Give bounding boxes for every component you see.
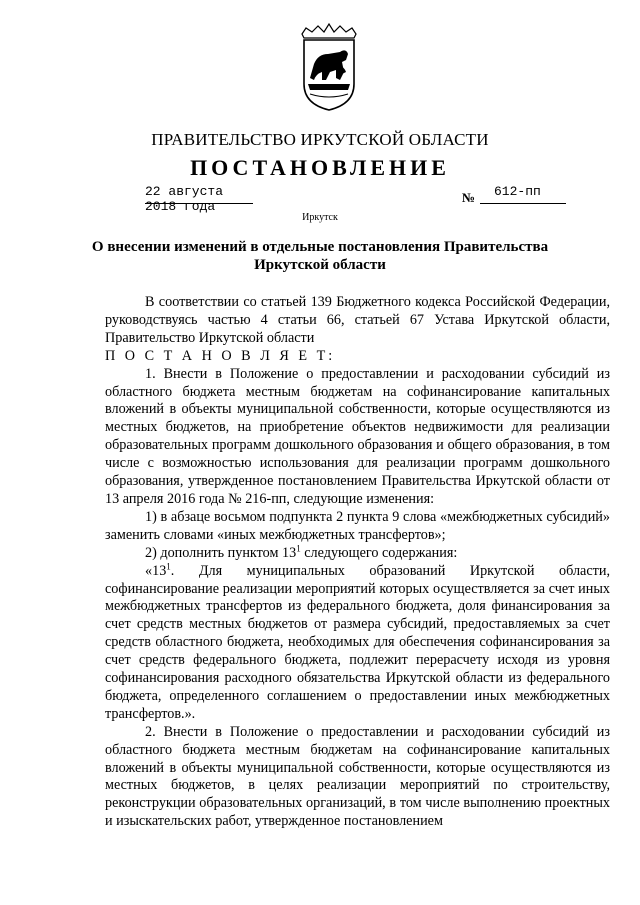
title-line: Иркутской области [254, 257, 386, 273]
paragraph-preamble: В соответствии со статьей 139 Бюджетного кодекса Российской Федерации, руководствуясь частью 4 статьи 66, статьей 67 Устава Иркутской области, Правительство Иркутской области [105, 294, 610, 346]
paragraph-item-1: 1. Внести в Положение о предоставлении и расходовании субсидий из областного бюджета местным бюджетам на софинансирование капитальных вложений в объекты муниципальной собственности, которые осуществляются из местных бюджетов, на приобретение объектов недвижимости для реализации образовательных программ дошкольного образования и общего образования, в том числе с возможностью использования для реализации программ дошкольного образования, утвержденное постановлением Правительства Иркутской области от 13 апреля 2016 года № 216-пп, следующие изменения: [105, 365, 610, 507]
paragraph-subitem-2 [105, 542, 610, 563]
superscript: 1 [296, 542, 301, 553]
paragraph-clause-13-1 [105, 560, 610, 724]
subitem-2-text-end: следующего содержания: [300, 544, 458, 561]
paragraph-item-2: 2. Внести в Положение о предоставлении и расходовании субсидий из областного бюджета местным бюджетам на софинансирование капитальных вложений в объекты муниципальной собственности, которые осуществляются из местных бюджетов, в целях реализации мероприятий по строительству, реконструкции образовательных организаций, в том числе выполнению проектных и изыскательских работ, утвержденное постановлением [105, 723, 610, 830]
coat-of-arms-emblem [296, 20, 362, 112]
paragraph-resolves: П О С Т А Н О В Л Я Е Т: [105, 347, 336, 364]
clause-text: . Для муниципальных образований Иркутской области, софинансирование реализации мероприятий которых осуществляется за счет иных межбюджетных трансфертов из федерального бюджета, доля финансирования за счет средств местных бюджетов от размера субсидий, предоставляемых за счет средств областного бюджета, необходимых для обеспечения софинансирования за счет средств федерального бюджета, подлежит перерасчету исходя из уровня софинансирования расходного обязательства Иркутской области из федерального бюджета, определенного соглашением о предоставлении иных межбюджетных трансфертов.». [105, 562, 610, 722]
document-type-heading: ПОСТАНОВЛЕНИЕ [190, 155, 450, 180]
superscript: 1 [166, 560, 171, 571]
decree-date: 22 августа 2018 года [145, 184, 224, 214]
paragraph-subitem-1: 1) в абзаце восьмом подпункта 2 пункта 9 слова «межбюджетных субсидий» заменить словами «иных межбюджетных трансфертов»; [105, 508, 610, 543]
city-name: Иркутск [302, 212, 338, 223]
clause-number: «13 [145, 562, 167, 579]
government-name: ПРАВИТЕЛЬСТВО ИРКУТСКОЙ ОБЛАСТИ [151, 130, 489, 149]
decree-number: 612-пп [494, 184, 541, 199]
document-body [105, 294, 610, 831]
document-title [80, 238, 560, 274]
number-sign: № [462, 190, 476, 205]
subitem-2-text: 2) дополнить пунктом 13 [145, 544, 297, 561]
date-underline [145, 203, 253, 204]
title-line: О внесении изменений в отдельные постановления Правительства [91, 239, 549, 255]
number-underline [480, 203, 566, 204]
